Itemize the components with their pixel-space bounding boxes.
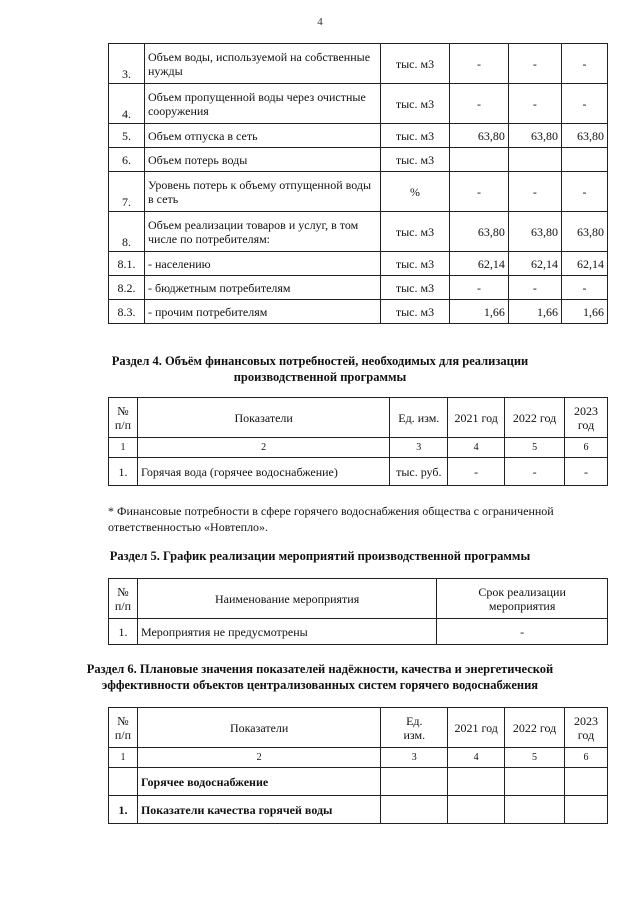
table-row: [109, 84, 608, 124]
row-value-2021: 1,66: [450, 300, 509, 324]
header-unit: Ед. изм.: [390, 398, 448, 438]
row-unit: тыс. м3: [380, 148, 449, 172]
row-name: - прочим потребителям: [144, 300, 380, 324]
section-5-title: Раздел 5. График реализации мероприятий производственной программы: [109, 549, 531, 563]
header-num: № п/п: [109, 708, 138, 748]
row-name: Объем воды, используемой на собственные нужды: [144, 44, 380, 84]
table-row: [109, 300, 608, 324]
row-name: Уровень потерь к объему отпущенной воды в сеть: [144, 172, 380, 212]
index-cell: 6: [565, 748, 608, 768]
row-unit: тыс. м3: [380, 212, 449, 252]
financial-needs-table: [108, 397, 608, 486]
row-name: Горячая вода (горячее водоснабжение): [137, 458, 389, 486]
table-row: [109, 276, 608, 300]
header-unit: Ед. изм.: [381, 708, 448, 748]
header-year-2022: 2022 год: [505, 398, 565, 438]
index-cell: 1: [109, 438, 138, 458]
row-num: 8.2.: [109, 276, 145, 300]
row-num: 6.: [109, 148, 145, 172]
group-label: Горячее водоснабжение: [137, 768, 380, 796]
header-indicator: Показатели: [137, 398, 389, 438]
index-cell: 6: [565, 438, 608, 458]
index-cell: 5: [505, 438, 565, 458]
row-unit: тыс. м3: [380, 84, 449, 124]
row-value-2023: 63,80: [562, 124, 608, 148]
index-cell: 2: [137, 438, 389, 458]
row-unit: тыс. м3: [380, 124, 449, 148]
row-value-2021: 63,80: [450, 124, 509, 148]
row-value-2021: -: [448, 458, 505, 486]
header-indicator: Показатели: [137, 708, 380, 748]
table-row: [109, 44, 608, 84]
row-name: Объем пропущенной воды через очистные сооружения: [144, 84, 380, 124]
row-value-2022: [508, 148, 561, 172]
row-unit: тыс. м3: [380, 44, 449, 84]
row-value-2021: 62,14: [450, 252, 509, 276]
row-value-2022: 63,80: [508, 124, 561, 148]
row-name: Объем потерь воды: [144, 148, 380, 172]
row-value-2021: -: [450, 44, 509, 84]
header-year-2023: 2023 год: [565, 398, 608, 438]
row-value-2023: -: [562, 172, 608, 212]
header-year-2021: 2021 год: [448, 398, 505, 438]
row-value-2021: 63,80: [450, 212, 509, 252]
header-year-2021: 2021 год: [448, 708, 505, 748]
row-value-2023: [562, 148, 608, 172]
row-num: 1.: [109, 619, 138, 645]
index-cell: 4: [448, 748, 505, 768]
row-num: 8.: [109, 212, 145, 252]
row-value-2023: -: [562, 44, 608, 84]
row-num: 7.: [109, 172, 145, 212]
row-value-2022: 63,80: [508, 212, 561, 252]
index-cell: 5: [505, 748, 565, 768]
row-unit: %: [380, 172, 449, 212]
header-num: № п/п: [109, 579, 138, 619]
row-value-2022: 1,66: [508, 300, 561, 324]
header-measure-name: Наименование мероприятия: [137, 579, 436, 619]
row-name: Объем реализации товаров и услуг, в том числе по потребителям:: [144, 212, 380, 252]
row-value-2023: 62,14: [562, 252, 608, 276]
table-row: [109, 212, 608, 252]
row-name: Объем отпуска в сеть: [144, 124, 380, 148]
index-cell: 2: [137, 748, 380, 768]
row-value-2021: [450, 148, 509, 172]
page-number: 4: [317, 16, 323, 28]
row-term: -: [437, 619, 608, 645]
measures-schedule-table: [108, 578, 608, 645]
header-num: № п/п: [109, 398, 138, 438]
row-value-2021: -: [450, 84, 509, 124]
row-num: 8.1.: [109, 252, 145, 276]
row-unit: тыс. м3: [380, 300, 449, 324]
table-row: [109, 252, 608, 276]
financial-note: * Финансовые потребности в сфере горячего водоснабжения общества с ограниченной ответственностью «Новтепло».: [108, 504, 554, 534]
row-value-2023: -: [565, 458, 608, 486]
row-num: 1.: [109, 796, 138, 824]
row-value-2021: -: [450, 172, 509, 212]
row-value-2023: -: [562, 84, 608, 124]
table-row: [109, 124, 608, 148]
index-cell: 4: [448, 438, 505, 458]
row-num: 3.: [109, 44, 145, 84]
row-value-2022: 62,14: [508, 252, 561, 276]
index-cell: 3: [381, 748, 448, 768]
row-num: 4.: [109, 84, 145, 124]
table-row: [109, 172, 608, 212]
row-name: - бюджетным потребителям: [144, 276, 380, 300]
row-value-2023: 63,80: [562, 212, 608, 252]
row-name: Показатели качества горячей воды: [137, 796, 380, 824]
row-num: 1.: [109, 458, 138, 486]
row-value-2022: -: [508, 276, 561, 300]
section-4-title: Раздел 4. Объём финансовых потребностей, необходимых для реализации производственной программы: [111, 354, 529, 384]
header-term: Срок реализации мероприятия: [437, 579, 608, 619]
row-num: 5.: [109, 124, 145, 148]
reliability-indicators-table: [108, 707, 608, 824]
section-6-title: Раздел 6. Плановые значения показателей надёжности, качества и энергетической эффективности объектов централизованных систем горячего водоснабжения: [86, 662, 554, 692]
header-year-2023: 2023 год: [565, 708, 608, 748]
row-num: 8.3.: [109, 300, 145, 324]
index-cell: 3: [390, 438, 448, 458]
row-value-2022: -: [508, 172, 561, 212]
row-value-2022: -: [508, 44, 561, 84]
header-year-2022: 2022 год: [505, 708, 565, 748]
row-value-2023: 1,66: [562, 300, 608, 324]
row-name: - населению: [144, 252, 380, 276]
row-value-2022: -: [505, 458, 565, 486]
row-value-2022: -: [508, 84, 561, 124]
group-num-cell: [109, 768, 138, 796]
row-unit: тыс. руб.: [390, 458, 448, 486]
row-value-2021: -: [450, 276, 509, 300]
production-volume-table: [108, 43, 608, 324]
table-row: [109, 148, 608, 172]
index-cell: 1: [109, 748, 138, 768]
row-measure-name: Мероприятия не предусмотрены: [137, 619, 436, 645]
row-value-2023: -: [562, 276, 608, 300]
row-unit: тыс. м3: [380, 252, 449, 276]
row-unit: тыс. м3: [380, 276, 449, 300]
